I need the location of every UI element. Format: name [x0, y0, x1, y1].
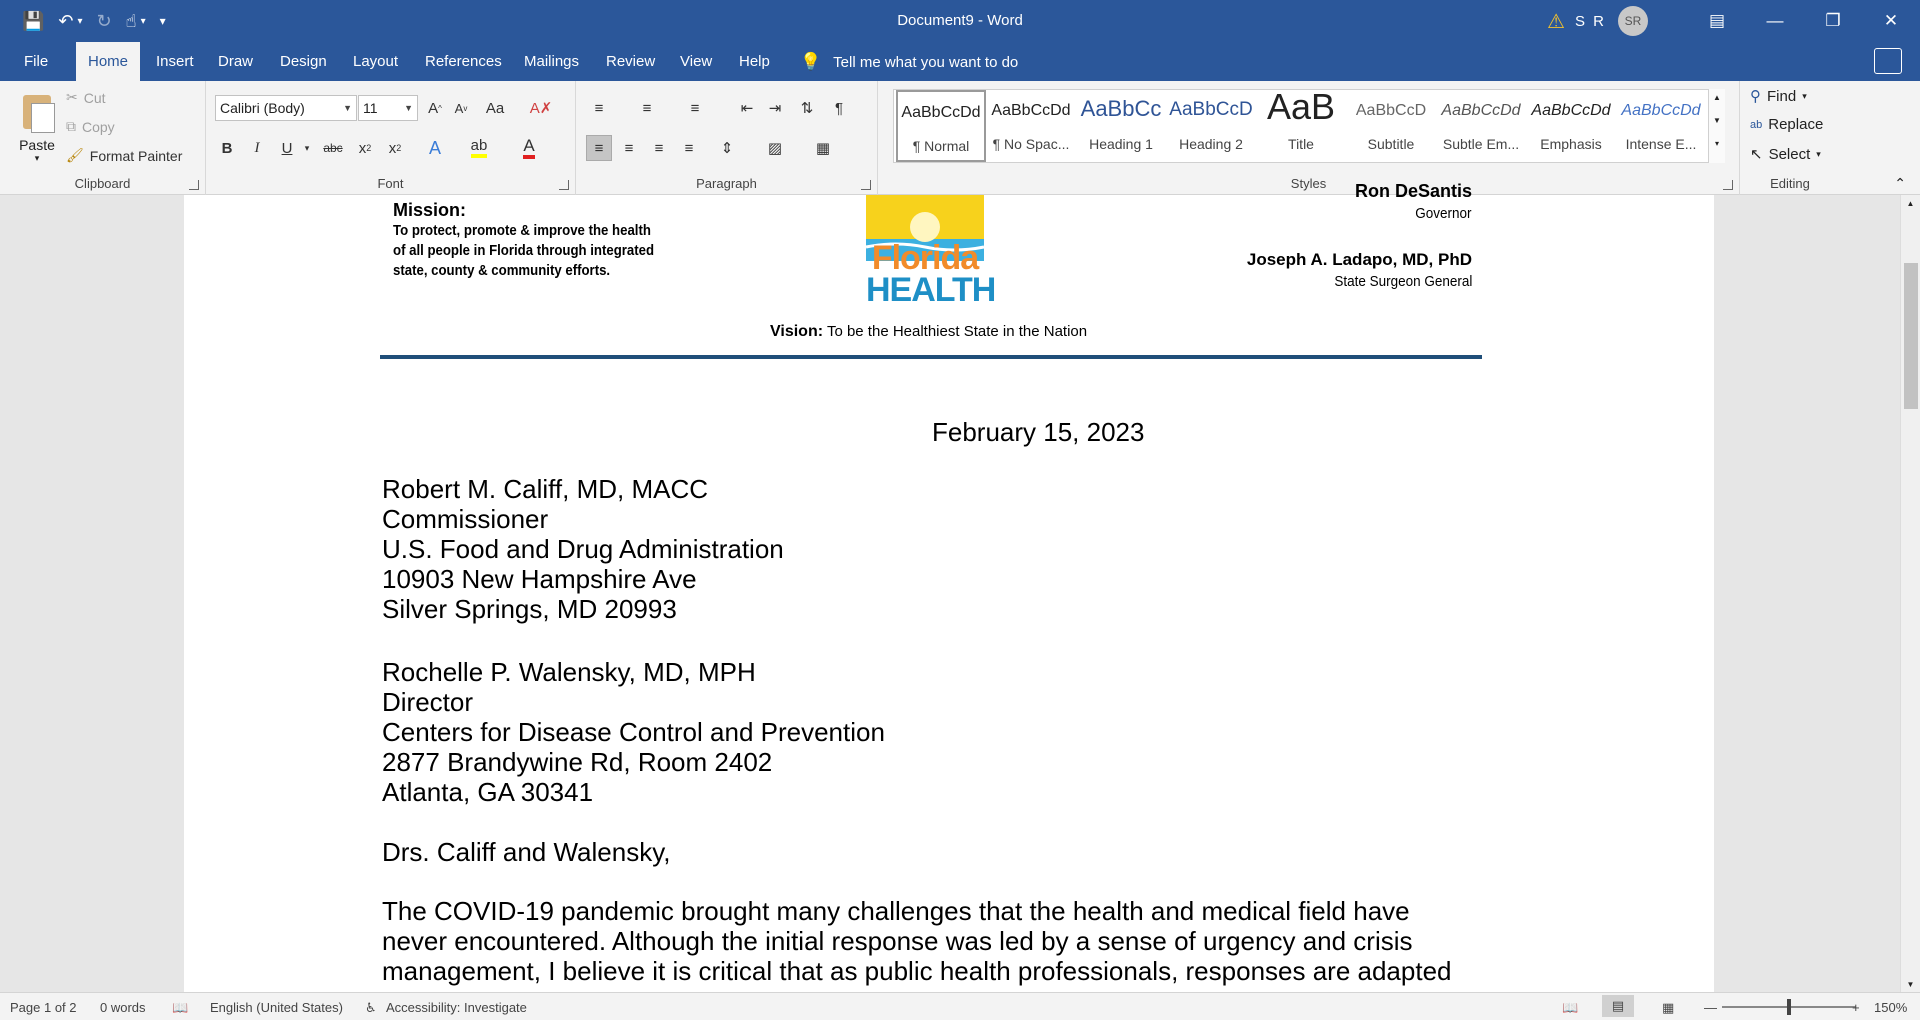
multilevel-list-icon[interactable]: ≡	[690, 99, 700, 117]
restore-icon[interactable]: ❐	[1825, 11, 1841, 30]
mission-title: Mission:	[393, 200, 467, 220]
font-color-icon[interactable]: A	[516, 135, 542, 161]
increase-indent-icon[interactable]: ⇥	[768, 100, 782, 117]
avatar[interactable]: SR	[1618, 6, 1648, 36]
find-dropdown-icon[interactable]: ▾	[1802, 90, 1807, 101]
tab-view[interactable]: View	[680, 53, 713, 70]
style-name: ¶ Normal	[912, 138, 970, 154]
cut-button[interactable]	[66, 89, 106, 106]
align-right-icon[interactable]: ≡	[654, 139, 664, 157]
zoom-out-icon[interactable]: —	[1704, 1000, 1717, 1015]
style-name: Subtle Em...	[1442, 136, 1520, 152]
style-preview: AaBbCcDd	[901, 104, 981, 121]
mission-block	[393, 200, 693, 281]
touch-mode-icon[interactable]: ☝	[125, 10, 137, 31]
vertical-scrollbar[interactable]	[1900, 195, 1920, 992]
copy-button[interactable]	[66, 118, 115, 135]
underline-dropdown-icon[interactable]: ▾	[304, 142, 310, 153]
shading-icon[interactable]: ▨	[767, 140, 783, 157]
address-line: Silver Springs, MD 20993	[382, 594, 677, 624]
highlight-icon[interactable]: ab	[466, 135, 492, 161]
ribbon-tabs	[0, 42, 1920, 81]
clipboard-group	[0, 81, 206, 195]
select-dropdown-icon[interactable]: ▾	[1816, 148, 1821, 159]
address-line: 10903 New Hampshire Ave	[382, 564, 697, 594]
style-preview: AaBbCcDd	[1621, 102, 1701, 119]
underline-icon[interactable]: U	[281, 139, 293, 157]
surgeon-general-title: State Surgeon General	[1333, 273, 1472, 290]
clipboard-group-label: Clipboard	[74, 176, 131, 191]
styles-group-label: Styles	[1290, 176, 1327, 191]
salutation: Drs. Califf and Walensky,	[382, 837, 671, 867]
format-painter-label: Format Painter	[89, 147, 183, 164]
mission-line: of all people in Florida through integrated	[393, 242, 655, 259]
body-line: The COVID-19 pandemic brought many challenges that the health and medical field have	[382, 896, 1410, 926]
style-subtitle[interactable]	[1346, 90, 1436, 162]
decrease-indent-icon[interactable]: ⇤	[740, 100, 754, 117]
paste-label: Paste	[19, 137, 55, 153]
close-icon[interactable]: ✕	[1883, 11, 1899, 30]
proofing-icon[interactable]: 📖	[172, 1000, 189, 1015]
word-count[interactable]: 0 words	[100, 1000, 146, 1015]
justify-icon[interactable]: ≡	[684, 139, 694, 157]
style-preview: AaBbCc	[1080, 96, 1162, 121]
style-preview: AaBbCcDd	[1441, 102, 1521, 119]
line-spacing-icon[interactable]: ⇕	[720, 140, 734, 157]
logo-florida-text: Florida	[871, 239, 979, 277]
user-name[interactable]: S R	[1574, 12, 1606, 30]
paragraph-group-label: Paragraph	[696, 176, 757, 191]
touch-mode-dropdown-icon[interactable]: ▾	[140, 15, 146, 27]
font-name-dropdown-icon[interactable]: ▼	[343, 103, 352, 113]
tab-help[interactable]: Help	[739, 53, 770, 70]
styles-launcher-icon[interactable]	[1723, 180, 1733, 190]
florida-health-logo	[866, 195, 996, 309]
style-name: Heading 2	[1179, 136, 1243, 152]
undo-dropdown-icon[interactable]: ▾	[77, 15, 83, 27]
zoom-in-icon[interactable]: +	[1852, 1000, 1860, 1015]
font-name-value: Calibri (Body)	[220, 100, 305, 116]
style-name: Intense E...	[1625, 136, 1697, 152]
bullets-icon[interactable]: ≡	[594, 99, 604, 117]
italic-icon[interactable]: I	[254, 139, 260, 156]
tab-review[interactable]: Review	[606, 53, 656, 70]
address-line: Robert M. Califf, MD, MACC	[382, 474, 709, 504]
ribbon	[0, 81, 1920, 195]
status-bar	[0, 992, 1920, 1020]
scroll-down-icon[interactable]: ▼	[1906, 980, 1915, 989]
strikethrough-icon[interactable]: abc	[323, 141, 343, 155]
language-status[interactable]: English (United States)	[210, 1000, 343, 1015]
address-line: 2877 Brandywine Rd, Room 2402	[382, 747, 773, 777]
address-line: Centers for Disease Control and Prevention	[382, 717, 885, 747]
style-preview: AaBbCcD	[1355, 102, 1427, 119]
save-icon[interactable]: 💾	[22, 10, 45, 31]
letter-date: February 15, 2023	[932, 417, 1145, 447]
style-no-spacing[interactable]	[986, 90, 1076, 162]
mission-line: To protect, promote & improve the health	[393, 222, 651, 239]
window-title: Document9 - Word	[897, 12, 1023, 29]
vision-label: Vision:	[770, 323, 824, 340]
cursor-icon: ↖	[1750, 146, 1763, 163]
clear-formatting-icon[interactable]: A✗	[529, 100, 553, 117]
style-heading-1[interactable]	[1076, 90, 1166, 162]
scroll-thumb[interactable]	[1904, 263, 1918, 409]
font-group-label: Font	[377, 176, 404, 191]
show-formatting-icon[interactable]: ¶	[834, 99, 844, 117]
address-line: Atlanta, GA 30341	[382, 777, 594, 807]
styles-gallery-scroll[interactable]	[1708, 89, 1725, 163]
paintbrush-icon: 🖌	[66, 147, 84, 163]
paste-button[interactable]	[14, 89, 60, 164]
font-launcher-icon[interactable]	[559, 180, 569, 190]
tab-layout[interactable]: Layout	[353, 53, 399, 70]
accessibility-status[interactable]: Accessibility: Investigate	[386, 1000, 527, 1015]
style-preview: AaBbCcDd	[1531, 102, 1611, 119]
lightbulb-icon: 💡	[800, 52, 822, 71]
gallery-more-icon[interactable]: ▾	[1714, 139, 1719, 148]
warning-icon[interactable]: ⚠	[1547, 10, 1565, 33]
gallery-up-icon[interactable]: ▲	[1713, 93, 1721, 102]
print-layout-icon[interactable]: ▤	[1602, 995, 1634, 1017]
body-line: never encountered. Although the initial response was led by a sense of urgency and crisis	[382, 926, 1413, 956]
style-preview: AaBbCcDd	[991, 102, 1071, 119]
style-preview: AaBbCcD	[1169, 99, 1253, 120]
sort-icon[interactable]: ⇅	[800, 100, 814, 117]
paragraph-launcher-icon[interactable]	[861, 180, 871, 190]
comments-icon[interactable]	[1874, 48, 1902, 74]
tab-design[interactable]: Design	[280, 53, 327, 70]
font-group	[206, 81, 576, 195]
copy-label: Copy	[82, 118, 115, 135]
mission-line: state, county & community efforts.	[393, 262, 611, 279]
copy-icon: ⧉	[66, 118, 76, 134]
select-button[interactable]	[1750, 145, 1821, 163]
scroll-up-icon[interactable]: ▲	[1906, 199, 1915, 208]
replace-icon: ab	[1750, 118, 1763, 131]
borders-icon[interactable]: ▦	[815, 140, 831, 157]
tab-insert[interactable]: Insert	[156, 53, 194, 70]
governor-name: Ron DeSantis	[1354, 181, 1472, 201]
search-icon: ⚲	[1750, 88, 1761, 105]
numbering-icon[interactable]: ≡	[642, 99, 652, 117]
font-size-value: 11	[363, 100, 378, 116]
vision-statement	[770, 323, 1087, 341]
style-name: ¶ No Spac...	[992, 136, 1070, 152]
tab-home[interactable]: Home	[76, 42, 140, 81]
find-label: Find	[1767, 87, 1797, 105]
logo-health-text: HEALTH	[866, 271, 996, 309]
tell-me-label: Tell me what you want to do	[833, 54, 1019, 71]
gallery-down-icon[interactable]: ▼	[1713, 116, 1721, 125]
font-size-dropdown-icon[interactable]: ▼	[404, 103, 413, 113]
header-rule	[380, 355, 1482, 359]
clipboard-launcher-icon[interactable]	[189, 180, 199, 190]
vision-text: To be the Healthiest State in the Nation	[823, 323, 1088, 340]
scissors-icon: ✂	[66, 89, 78, 105]
format-painter-button[interactable]	[66, 147, 182, 164]
tell-me-search[interactable]	[800, 42, 1018, 81]
clipboard-icon	[19, 89, 55, 133]
select-label: Select	[1768, 145, 1811, 163]
bold-icon[interactable]: B	[221, 139, 233, 157]
address-line: Commissioner	[382, 504, 549, 534]
style-name: Emphasis	[1540, 136, 1602, 152]
address-line: Rochelle P. Walensky, MD, MPH	[382, 657, 756, 687]
style-normal[interactable]	[896, 90, 986, 162]
redo-icon[interactable]: ↻	[96, 10, 112, 31]
change-case-icon[interactable]: Aa	[485, 99, 505, 117]
accessibility-icon: ♿	[365, 1000, 377, 1015]
style-emphasis[interactable]	[1526, 90, 1616, 162]
replace-label: Replace	[1768, 116, 1824, 133]
replace-button[interactable]	[1750, 116, 1823, 133]
surgeon-general-name: Joseph A. Ladapo, MD, PhD	[1246, 250, 1472, 269]
find-button[interactable]	[1750, 87, 1807, 105]
tab-references[interactable]: References	[425, 53, 502, 70]
web-layout-icon[interactable]: ▦	[1662, 1000, 1675, 1015]
zoom-slider[interactable]	[1722, 1006, 1856, 1008]
page-count[interactable]: Page 1 of 2	[10, 1000, 77, 1015]
minimize-icon[interactable]: —	[1766, 11, 1784, 30]
undo-icon[interactable]: ↶	[58, 10, 74, 31]
address-line: Director	[382, 687, 474, 717]
style-intense-emphasis[interactable]	[1616, 90, 1706, 162]
tab-file[interactable]: File	[24, 53, 49, 70]
ribbon-display-options-icon[interactable]: ▤	[1708, 11, 1726, 30]
text-effects-icon[interactable]: A	[428, 137, 441, 158]
superscript-icon[interactable]: x 2	[388, 139, 402, 157]
style-name: Heading 1	[1089, 136, 1153, 152]
font-name-combo[interactable]	[215, 95, 357, 121]
subscript-icon[interactable]: x 2	[358, 139, 372, 157]
customize-qat-icon[interactable]: ▾	[159, 14, 166, 28]
tab-draw[interactable]: Draw	[218, 53, 254, 70]
title-bar	[0, 0, 1920, 42]
tab-mailings[interactable]: Mailings	[524, 53, 580, 70]
style-title[interactable]	[1256, 86, 1346, 162]
governor-title: Governor	[1415, 205, 1472, 222]
shrink-font-icon[interactable]: A v	[454, 100, 468, 116]
zoom-level[interactable]: 150%	[1874, 1000, 1908, 1015]
address-line: U.S. Food and Drug Administration	[382, 534, 784, 564]
style-subtle-emphasis[interactable]	[1436, 90, 1526, 162]
collapse-ribbon-icon[interactable]: ⌃	[1894, 175, 1906, 191]
cut-label: Cut	[83, 89, 106, 106]
styles-gallery	[893, 86, 1725, 163]
read-mode-icon[interactable]: 📖	[1562, 1000, 1579, 1015]
paragraph-group	[576, 81, 878, 195]
align-center-icon[interactable]: ≡	[624, 139, 634, 157]
grow-font-icon[interactable]: A ^	[428, 99, 442, 117]
style-name: Subtitle	[1367, 136, 1415, 152]
style-name: Title	[1288, 136, 1314, 152]
zoom-slider-thumb[interactable]	[1787, 999, 1791, 1015]
editing-group-label: Editing	[1770, 176, 1810, 191]
paste-dropdown-icon[interactable]: ▾	[34, 153, 40, 163]
align-left-icon[interactable]: ≡	[586, 135, 612, 161]
font-size-combo[interactable]	[358, 95, 418, 121]
style-preview: AaB	[1266, 86, 1336, 127]
body-line: management, I believe it is critical that as public health professionals, responses are adapted	[382, 956, 1452, 986]
style-heading-2[interactable]	[1166, 90, 1256, 162]
